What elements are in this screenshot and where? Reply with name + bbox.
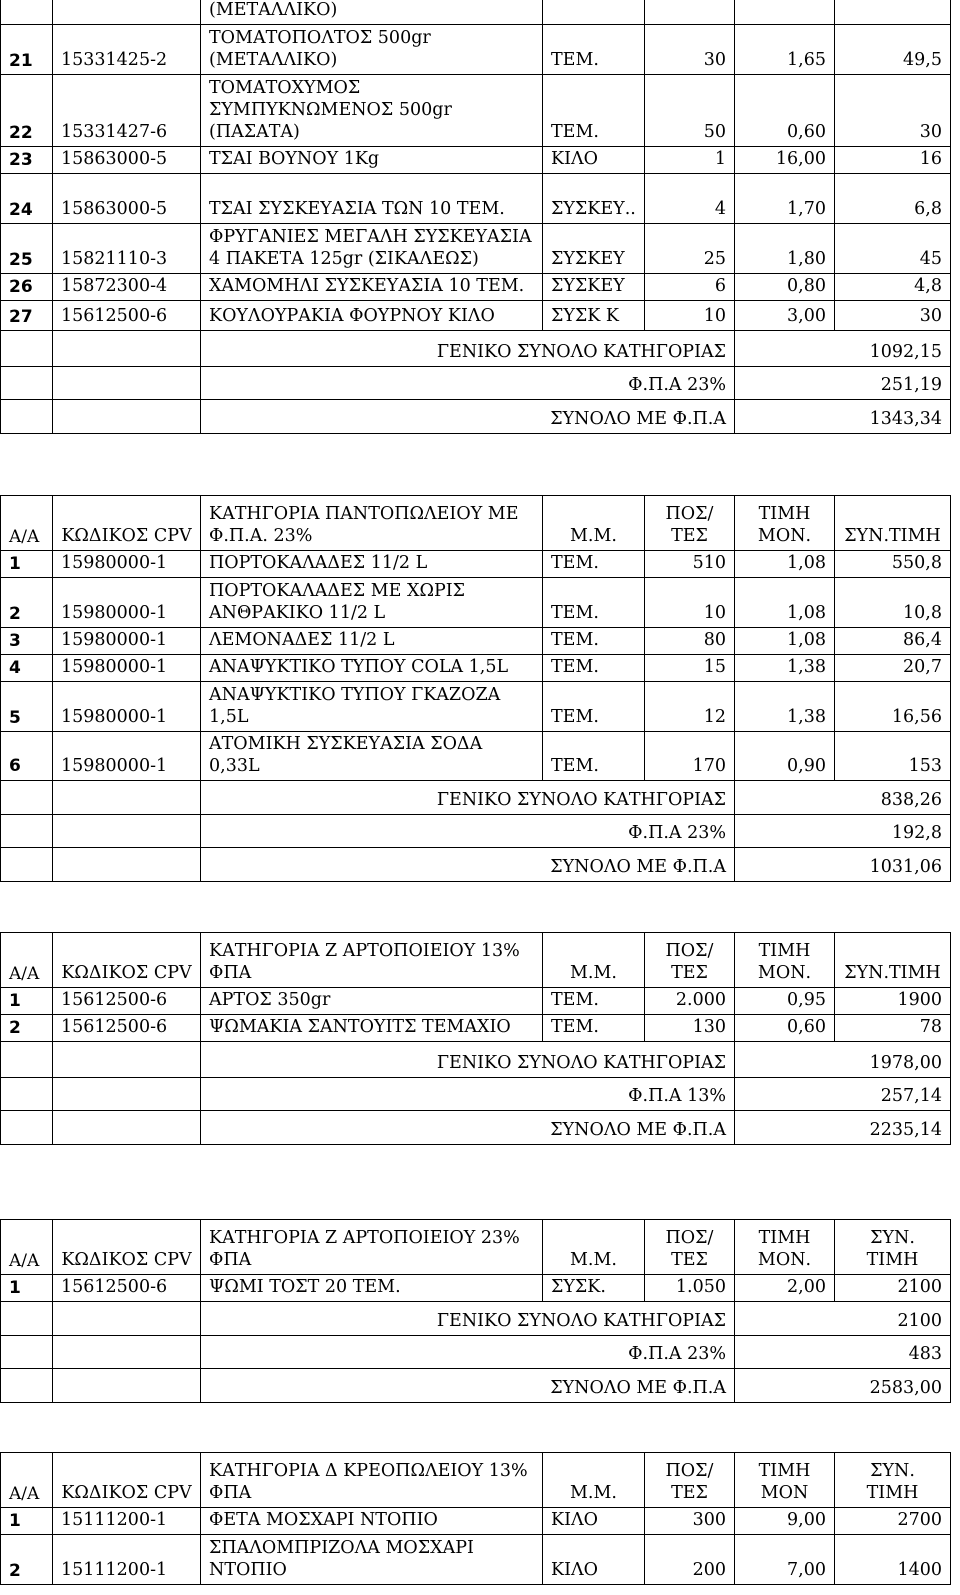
vat-value: 192,8 xyxy=(735,814,951,847)
category-total-label: ΓΕΝΙΚΟ ΣΥΝΟΛΟ ΚΑΤΗΓΟΡΙΑΣ xyxy=(201,1041,735,1077)
item-unit: ΤΕΜ. xyxy=(543,75,645,147)
item-description: ΧΑΜΟΜΗΛΙ ΣΥΣΚΕΥΑΣΙΑ 10 ΤΕΜ. xyxy=(201,274,543,301)
grand-total-row xyxy=(1,399,951,433)
item-number: 21 xyxy=(1,25,53,75)
item-total: 16 xyxy=(835,147,951,174)
item-unit-price: 0,60 xyxy=(735,75,835,147)
header-aa: Α/Α xyxy=(1,1220,53,1275)
item-unit: ΣΥΣΚΕΥ.. xyxy=(543,174,645,224)
header-total: ΣΥΝ. ΤΙΜΗ xyxy=(835,1220,951,1275)
header-aa: Α/Α xyxy=(1,496,53,551)
header-unit: Μ.Μ. xyxy=(543,496,645,551)
item-description: ΑΤΟΜΙΚΗ ΣΥΣΚΕΥΑΣΙΑ ΣΟΔΑ 0,33L xyxy=(201,731,543,780)
item-unit-price: 1,08 xyxy=(735,551,835,578)
category-total-row xyxy=(1,780,951,814)
vat-value: 483 xyxy=(735,1335,951,1368)
vat-row xyxy=(1,366,951,399)
vat-row xyxy=(1,1335,951,1368)
item-description: ΤΣΑΙ ΒΟΥΝΟΥ 1Kg xyxy=(201,147,543,174)
item-cpv: 15111200-1 xyxy=(53,1534,201,1584)
item-cpv: 15980000-1 xyxy=(53,551,201,578)
header-total: ΣΥΝ. ΤΙΜΗ xyxy=(835,1453,951,1508)
grand-total-label: ΣΥΝΟΛΟ ΜΕ Φ.Π.Α xyxy=(201,1110,735,1144)
table-row xyxy=(1,551,951,578)
header-unit: Μ.Μ. xyxy=(543,933,645,988)
grand-total-label: ΣΥΝΟΛΟ ΜΕ Φ.Π.Α xyxy=(201,1368,735,1402)
vat-label: Φ.Π.Α 13% xyxy=(201,1077,735,1110)
item-total: 2100 xyxy=(835,1275,951,1302)
item-cpv: 15612500-6 xyxy=(53,300,201,330)
table-row xyxy=(1,1014,951,1041)
item-unit-price: 7,00 xyxy=(735,1534,835,1584)
item-unit-price: 0,80 xyxy=(735,274,835,301)
category-total-row xyxy=(1,1301,951,1335)
table-section-4 xyxy=(0,1219,951,1403)
table-header-row xyxy=(1,933,951,988)
grand-total-row xyxy=(1,1110,951,1144)
category-total-value: 2100 xyxy=(735,1301,951,1335)
vat-value: 257,14 xyxy=(735,1077,951,1110)
vat-row xyxy=(1,1077,951,1110)
category-total-label: ΓΕΝΙΚΟ ΣΥΝΟΛΟ ΚΑΤΗΓΟΡΙΑΣ xyxy=(201,780,735,814)
item-cpv: 15331425-2 xyxy=(53,25,201,75)
item-total: 550,8 xyxy=(835,551,951,578)
table-section-5 xyxy=(0,1452,951,1585)
item-description: ΤΟΜΑΤΟΠΟΛΤΟΣ 500gr (ΜΕΤΑΛΛΙΚΟ) xyxy=(201,25,543,75)
item-number: 5 xyxy=(1,681,53,731)
table-section-2 xyxy=(0,495,951,882)
vat-row xyxy=(1,814,951,847)
item-quantity: 6 xyxy=(645,274,735,301)
table-row xyxy=(1,681,951,731)
item-cpv: 15980000-1 xyxy=(53,628,201,655)
item-total: 30 xyxy=(835,75,951,147)
item-number: 22 xyxy=(1,75,53,147)
item-description: ΣΠΑΛΟΜΠΡΙΖΟΛΑ ΜΟΣΧΑΡΙ ΝΤΟΠΙΟ xyxy=(201,1534,543,1584)
category-total-label: ΓΕΝΙΚΟ ΣΥΝΟΛΟ ΚΑΤΗΓΟΡΙΑΣ xyxy=(201,330,735,366)
table-row xyxy=(1,988,951,1015)
table-row xyxy=(1,75,951,147)
item-number: 6 xyxy=(1,731,53,780)
table-row xyxy=(1,274,951,301)
table-header-row xyxy=(1,496,951,551)
item-number: 1 xyxy=(1,988,53,1015)
header-quantity: ΠΟΣ/ΤΕΣ xyxy=(645,1453,735,1508)
table-row xyxy=(1,0,951,25)
vat-label: Φ.Π.Α 23% xyxy=(201,366,735,399)
table-section-1 xyxy=(0,0,951,434)
header-unit-price: ΤΙΜΗ ΜΟΝ. xyxy=(735,496,835,551)
table-row xyxy=(1,174,951,224)
item-total: 86,4 xyxy=(835,628,951,655)
item-number: 2 xyxy=(1,1534,53,1584)
item-unit-price: 1,65 xyxy=(735,25,835,75)
item-number: 26 xyxy=(1,274,53,301)
item-unit: ΤΕΜ. xyxy=(543,1014,645,1041)
item-unit: ΣΥΣΚ. xyxy=(543,1275,645,1302)
category-total-value: 1092,15 xyxy=(735,330,951,366)
item-cpv: 15863000-5 xyxy=(53,174,201,224)
table-row xyxy=(1,147,951,174)
item-unit: ΤΕΜ. xyxy=(543,628,645,655)
item-number: 25 xyxy=(1,224,53,274)
table-row xyxy=(1,731,951,780)
item-description: (ΜΕΤΑΛΛΙΚΟ) xyxy=(201,0,543,25)
item-quantity: 300 xyxy=(645,1508,735,1535)
item-number: 24 xyxy=(1,174,53,224)
item-cpv: 15980000-1 xyxy=(53,731,201,780)
item-quantity: 12 xyxy=(645,681,735,731)
item-quantity: 15 xyxy=(645,654,735,681)
table-row xyxy=(1,25,951,75)
item-unit-price: 1,08 xyxy=(735,578,835,628)
item-number: 2 xyxy=(1,578,53,628)
table-row xyxy=(1,1534,951,1584)
item-cpv: 15872300-4 xyxy=(53,274,201,301)
category-total-row xyxy=(1,330,951,366)
item-cpv: 15111200-1 xyxy=(53,1508,201,1535)
item-number: 23 xyxy=(1,147,53,174)
item-total: 6,8 xyxy=(835,174,951,224)
item-cpv: 15863000-5 xyxy=(53,147,201,174)
item-cpv: 15612500-6 xyxy=(53,988,201,1015)
item-unit: ΣΥΣΚΕΥ xyxy=(543,224,645,274)
item-cpv: 15612500-6 xyxy=(53,1275,201,1302)
item-quantity: 170 xyxy=(645,731,735,780)
table-section-3 xyxy=(0,932,951,1145)
grand-total-row xyxy=(1,847,951,881)
table-row xyxy=(1,224,951,274)
category-title: ΚΑΤΗΓΟΡΙΑ Δ ΚΡΕΟΠΩΛΕΙΟΥ 13% ΦΠΑ xyxy=(201,1453,543,1508)
header-unit-price: ΤΙΜΗ ΜΟΝ xyxy=(735,1453,835,1508)
table-row xyxy=(1,654,951,681)
item-description: ΑΝΑΨΥΚΤΙΚΟ ΤΥΠΟΥ ΓΚΑΖΟΖΑ 1,5L xyxy=(201,681,543,731)
header-unit: Μ.Μ. xyxy=(543,1453,645,1508)
vat-label: Φ.Π.Α 23% xyxy=(201,814,735,847)
item-cpv: 15980000-1 xyxy=(53,578,201,628)
item-cpv: 15331427-6 xyxy=(53,75,201,147)
header-unit-price: ΤΙΜΗ ΜΟΝ. xyxy=(735,933,835,988)
item-quantity: 2.000 xyxy=(645,988,735,1015)
item-description: ΠΟΡΤΟΚΑΛΑΔΕΣ ΜΕ ΧΩΡΙΣ ΑΝΘΡΑΚΙΚΟ 11/2 L xyxy=(201,578,543,628)
item-description: ΤΣΑΙ ΣΥΣΚΕΥΑΣΙΑ ΤΩΝ 10 ΤΕΜ. xyxy=(201,174,543,224)
grand-total-value: 2583,00 xyxy=(735,1368,951,1402)
header-unit: Μ.Μ. xyxy=(543,1220,645,1275)
table-header-row xyxy=(1,1220,951,1275)
item-cpv: 15980000-1 xyxy=(53,654,201,681)
header-aa: Α/Α xyxy=(1,933,53,988)
item-quantity: 130 xyxy=(645,1014,735,1041)
item-unit-price: 1,08 xyxy=(735,628,835,655)
category-total-value: 1978,00 xyxy=(735,1041,951,1077)
grand-total-value: 1031,06 xyxy=(735,847,951,881)
item-number: 2 xyxy=(1,1014,53,1041)
header-aa: Α/Α xyxy=(1,1453,53,1508)
item-number: 1 xyxy=(1,1275,53,1302)
grand-total-value: 2235,14 xyxy=(735,1110,951,1144)
item-total: 45 xyxy=(835,224,951,274)
item-unit: ΤΕΜ. xyxy=(543,988,645,1015)
item-quantity: 510 xyxy=(645,551,735,578)
item-total: 1400 xyxy=(835,1534,951,1584)
item-total: 16,56 xyxy=(835,681,951,731)
item-quantity: 200 xyxy=(645,1534,735,1584)
grand-total-label: ΣΥΝΟΛΟ ΜΕ Φ.Π.Α xyxy=(201,847,735,881)
item-total: 78 xyxy=(835,1014,951,1041)
item-unit-price: 1,70 xyxy=(735,174,835,224)
item-number: 3 xyxy=(1,628,53,655)
item-unit-price: 1,80 xyxy=(735,224,835,274)
item-quantity: 1 xyxy=(645,147,735,174)
item-unit-price: 1,38 xyxy=(735,654,835,681)
item-unit-price: 9,00 xyxy=(735,1508,835,1535)
item-unit: ΤΕΜ. xyxy=(543,654,645,681)
table-row xyxy=(1,1508,951,1535)
grand-total-row xyxy=(1,1368,951,1402)
item-unit-price: 3,00 xyxy=(735,300,835,330)
table-row xyxy=(1,578,951,628)
category-title: ΚΑΤΗΓΟΡΙΑ Ζ ΑΡΤΟΠΟΙΕΙΟΥ 13% ΦΠΑ xyxy=(201,933,543,988)
item-unit: ΣΥΣΚΕΥ xyxy=(543,274,645,301)
header-cpv: ΚΩΔΙΚΟΣ CPV xyxy=(53,933,201,988)
item-description: ΨΩΜΑΚΙΑ ΣΑΝΤΟΥΙΤΣ ΤΕΜΑΧΙΟ xyxy=(201,1014,543,1041)
item-unit: ΚΙΛΟ xyxy=(543,1534,645,1584)
item-unit-price: 0,90 xyxy=(735,731,835,780)
item-unit: ΚΙΛΟ xyxy=(543,147,645,174)
item-total: 153 xyxy=(835,731,951,780)
item-total: 20,7 xyxy=(835,654,951,681)
item-description: ΑΡΤΟΣ 350gr xyxy=(201,988,543,1015)
header-quantity: ΠΟΣ/ΤΕΣ xyxy=(645,1220,735,1275)
table-row xyxy=(1,1275,951,1302)
item-unit: ΣΥΣΚ Κ xyxy=(543,300,645,330)
item-number: 4 xyxy=(1,654,53,681)
item-total: 2700 xyxy=(835,1508,951,1535)
category-total-row xyxy=(1,1041,951,1077)
item-unit: ΤΕΜ. xyxy=(543,681,645,731)
item-unit-price: 16,00 xyxy=(735,147,835,174)
table-row xyxy=(1,300,951,330)
item-description: ΨΩΜΙ ΤΟΣΤ 20 ΤΕΜ. xyxy=(201,1275,543,1302)
item-description: ΛΕΜΟΝΑΔΕΣ 11/2 L xyxy=(201,628,543,655)
table-header-row xyxy=(1,1453,951,1508)
item-cpv: 15612500-6 xyxy=(53,1014,201,1041)
item-total: 49,5 xyxy=(835,25,951,75)
item-quantity: 10 xyxy=(645,300,735,330)
item-quantity: 10 xyxy=(645,578,735,628)
item-cpv: 15980000-1 xyxy=(53,681,201,731)
category-total-value: 838,26 xyxy=(735,780,951,814)
vat-label: Φ.Π.Α 23% xyxy=(201,1335,735,1368)
table-row xyxy=(1,628,951,655)
item-number: 27 xyxy=(1,300,53,330)
item-total: 10,8 xyxy=(835,578,951,628)
header-total: ΣΥΝ.ΤΙΜΗ xyxy=(835,496,951,551)
item-unit: ΤΕΜ. xyxy=(543,731,645,780)
item-total: 1900 xyxy=(835,988,951,1015)
item-unit: ΤΕΜ. xyxy=(543,578,645,628)
header-quantity: ΠΟΣ/ΤΕΣ xyxy=(645,933,735,988)
item-total: 4,8 xyxy=(835,274,951,301)
item-description: ΦΕΤΑ ΜΟΣΧΑΡΙ ΝΤΟΠΙΟ xyxy=(201,1508,543,1535)
item-description: ΑΝΑΨΥΚΤΙΚΟ ΤΥΠΟΥ COLA 1,5L xyxy=(201,654,543,681)
item-cpv: 15821110-3 xyxy=(53,224,201,274)
item-number: 1 xyxy=(1,551,53,578)
item-unit-price: 0,95 xyxy=(735,988,835,1015)
item-quantity: 25 xyxy=(645,224,735,274)
item-quantity: 30 xyxy=(645,25,735,75)
item-description: ΚΟΥΛΟΥΡΑΚΙΑ ΦΟΥΡΝΟΥ ΚΙΛΟ xyxy=(201,300,543,330)
item-unit: ΤΕΜ. xyxy=(543,551,645,578)
item-total: 30 xyxy=(835,300,951,330)
header-cpv: ΚΩΔΙΚΟΣ CPV xyxy=(53,496,201,551)
header-unit-price: ΤΙΜΗ ΜΟΝ. xyxy=(735,1220,835,1275)
category-total-label: ΓΕΝΙΚΟ ΣΥΝΟΛΟ ΚΑΤΗΓΟΡΙΑΣ xyxy=(201,1301,735,1335)
header-total: ΣΥΝ.ΤΙΜΗ xyxy=(835,933,951,988)
item-unit: ΤΕΜ. xyxy=(543,25,645,75)
item-description: ΠΟΡΤΟΚΑΛΑΔΕΣ 11/2 L xyxy=(201,551,543,578)
item-quantity: 4 xyxy=(645,174,735,224)
item-unit-price: 1,38 xyxy=(735,681,835,731)
item-description: ΦΡΥΓΑΝΙΕΣ ΜΕΓΑΛΗ ΣΥΣΚΕΥΑΣΙΑ 4 ΠΑΚΕΤΑ 125gr (ΣΙΚΑΛΕΩΣ) xyxy=(201,224,543,274)
item-number: 1 xyxy=(1,1508,53,1535)
item-unit-price: 2,00 xyxy=(735,1275,835,1302)
category-title: ΚΑΤΗΓΟΡΙΑ ΠΑΝΤΟΠΩΛΕΙΟΥ ΜΕ Φ.Π.Α. 23% xyxy=(201,496,543,551)
item-description: ΤΟΜΑΤΟΧΥΜΟΣ ΣΥΜΠΥΚΝΩΜΕΝΟΣ 500gr (ΠΑΣΑΤΑ) xyxy=(201,75,543,147)
item-unit: ΚΙΛΟ xyxy=(543,1508,645,1535)
grand-total-label: ΣΥΝΟΛΟ ΜΕ Φ.Π.Α xyxy=(201,399,735,433)
item-quantity: 80 xyxy=(645,628,735,655)
item-unit-price: 0,60 xyxy=(735,1014,835,1041)
category-title: ΚΑΤΗΓΟΡΙΑ Ζ ΑΡΤΟΠΟΙΕΙΟΥ 23% ΦΠΑ xyxy=(201,1220,543,1275)
header-quantity: ΠΟΣ/ΤΕΣ xyxy=(645,496,735,551)
item-quantity: 1.050 xyxy=(645,1275,735,1302)
grand-total-value: 1343,34 xyxy=(735,399,951,433)
item-quantity: 50 xyxy=(645,75,735,147)
vat-value: 251,19 xyxy=(735,366,951,399)
header-cpv: ΚΩΔΙΚΟΣ CPV xyxy=(53,1220,201,1275)
header-cpv: ΚΩΔΙΚΟΣ CPV xyxy=(53,1453,201,1508)
